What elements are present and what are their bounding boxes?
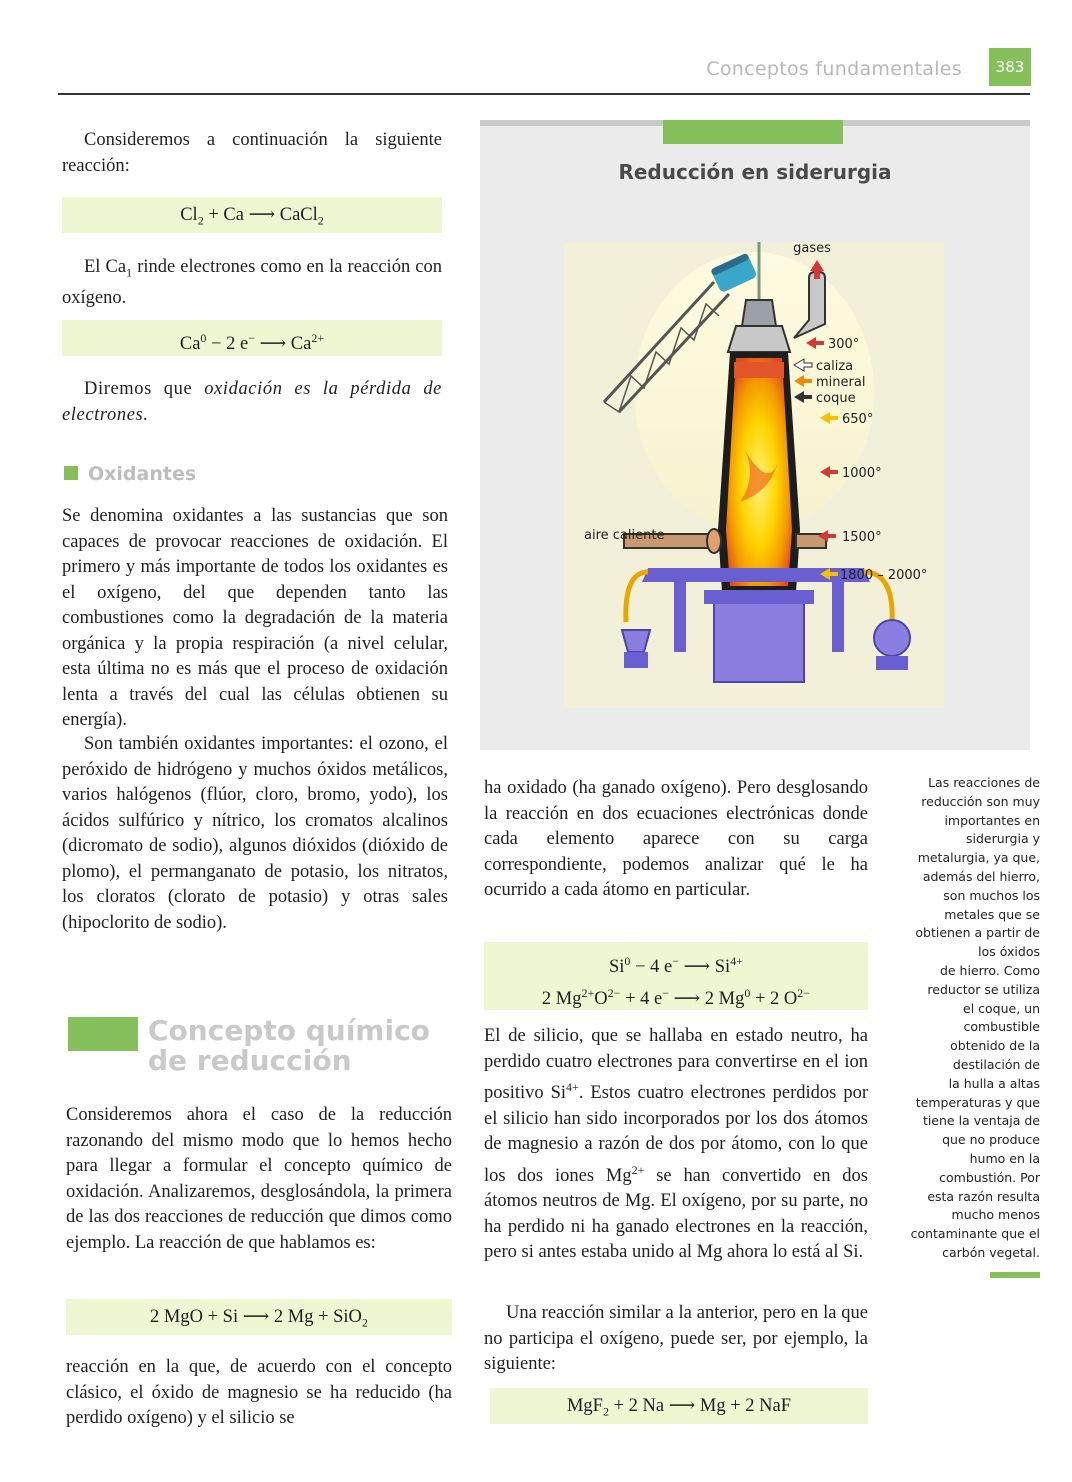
running-header-title: Conceptos fundamentales (706, 58, 962, 80)
section-title-bar (68, 1017, 138, 1051)
label-coque: coque (816, 391, 856, 406)
iron-ladle (874, 620, 910, 656)
blast-furnace-diagram (564, 242, 944, 708)
ca-paragraph: El $Ca_1$ rinde electrones como en la reacción con oxígeno. (62, 257, 442, 309)
figure-title: Reducción en siderurgia (618, 160, 892, 184)
intro-paragraph: Consideremos a continuación la siguiente reacción: (62, 130, 442, 176)
heading-square-icon (64, 466, 78, 480)
blast-furnace-figure (480, 120, 1030, 750)
charging-bell (742, 300, 776, 326)
oxidantes-paragraph-1: Se denomina oxidantes a las sustancias que son capaces de provocar reacciones de oxidación. El primero y más importante de todos los oxidantes es el oxígeno, del que dependen tanto las combustiones como la degradación de la materia orgánica y la propia respiración (a nivel celular, esta última no es más que el proceso de oxidación lenta a través del cual las células obtienen su energía). (62, 506, 448, 730)
label-1000: 1000° (842, 466, 882, 481)
oxidantes-paragraph-2: Son también oxidantes importantes: el ozono, el peróxido de hidrógeno y muchos óxidos metálicos, varios halógenos (flúor, cloro, bromo, yodo), los ácidos sulfúrico y nítrico, los cromatos alcalinos (dicromato de sodio), algunos dióxidos (dióxido de plomo), el permanganato de potasio, los nitratos, los cloratos (clorato de potasio) y otras sales (hipoclorito de sodio). (62, 734, 448, 933)
slag-ladle (622, 630, 650, 652)
label-650: 650° (842, 412, 874, 427)
mid-paragraph-2: El de silicio, que se hallaba en estado neutro, ha perdido cuatro electrones para convertirse en el ion positivo $Si^{4+}$. Estos cuatro electrones perdidos por el silicio han sido incorporados por los dos átomos de magnesio a razón de dos por átomo, con lo que los dos iones $Mg^{2+}$ se han convertido en dos átomos neutros de Mg. El oxígeno, por su parte, no ha perdido ni ha ganado electrones en la reacción, pero si antes estaba unido al Mg ahora lo está al Si. (484, 1026, 868, 1263)
charge-layer (734, 362, 784, 378)
label-mineral: mineral (816, 375, 866, 390)
equation-mgf2-na: MgF$_2$ + 2 Na ⟶ Mg + 2 NaF (490, 1388, 868, 1424)
mid-paragraph-3: Una reacción similar a la anterior, pero en la que no participa el oxígeno, puede ser, por ejemplo, la siguiente: (484, 1303, 868, 1374)
equation-mg-line: 2 $Mg^{2+}O^{2-} + 4$ e− ⟶ 2 $Mg^0 + 2$ $O^{2-}$ (541, 986, 811, 1010)
mid-paragraph-1: ha oxidado (ha ganado oxígeno). Pero desglosando la reacción en dos ecuaciones electrónicas donde cada elemento aparece con su carga correspondiente, podemos analizar qué le ha ocurrido a cada átomo en particular. (484, 778, 868, 900)
label-1500: 1500° (842, 530, 882, 545)
figure-title-tab (663, 120, 843, 144)
label-caliza: caliza (816, 359, 854, 374)
equation-ca-oxidation: $Ca^0 - 2$ e− ⟶ $Ca^{2+}$ (62, 320, 442, 356)
equation-mgo-si: 2 MgO + Si ⟶ 2 Mg + SiO$_2$ (66, 1299, 452, 1335)
reduccion-paragraph-2: reacción en la que, de acuerdo con el concepto clásico, el óxido de magnesio se ha reducido (ha perdido oxígeno) y el silicio se (66, 1357, 452, 1428)
page-number-badge: 383 (989, 48, 1031, 86)
furnace-foundation (714, 602, 804, 682)
label-1800-2000: 1800 – 2000° (840, 568, 928, 583)
equation-cl2-ca: $Cl_2 + Ca$ ⟶ CaCl$_2$ (62, 197, 442, 233)
sidebar-end-bar (990, 1272, 1040, 1278)
header-rule (58, 93, 1030, 95)
section-title: Concepto químico de reducción (148, 1014, 430, 1077)
equation-si-mg (484, 942, 868, 1010)
label-aire-caliente: aire caliente (584, 528, 665, 543)
reduccion-paragraph-1: Consideremos ahora el caso de la reducción razonando del mismo modo que lo hemos hecho para llegar a formular el concepto químico de oxidación. Analizaremos, desglosándola, la primera de las dos reacciones de reducción que dimos como ejemplo. La reacción de que hablamos es: (66, 1105, 452, 1253)
equation-si-line: $Si^0 - 4$ e− ⟶ $Si^{4+}$ (608, 954, 743, 978)
label-gases: gases (793, 242, 831, 256)
sidebar-note: Las reacciones de reducción son muy importantes en siderurgia y metalurgia, ya que, además del hierro, son muchos los metales que se obtienen a partir de los óxidos de hierro. Como reductor se utiliza el coque, un combustible obtenido de la destilación de la hulla a altas temperaturas y que tiene la ventaja de que no produce humo en la combustión. Por esta razón resulta mucho menos contaminante que el carbón vegetal. (910, 775, 1040, 1260)
oxidation-definition: Diremos que oxidación es la pérdida de electrones. (62, 379, 442, 425)
label-300: 300° (828, 337, 860, 352)
oxidantes-heading: Oxidantes (64, 463, 196, 485)
